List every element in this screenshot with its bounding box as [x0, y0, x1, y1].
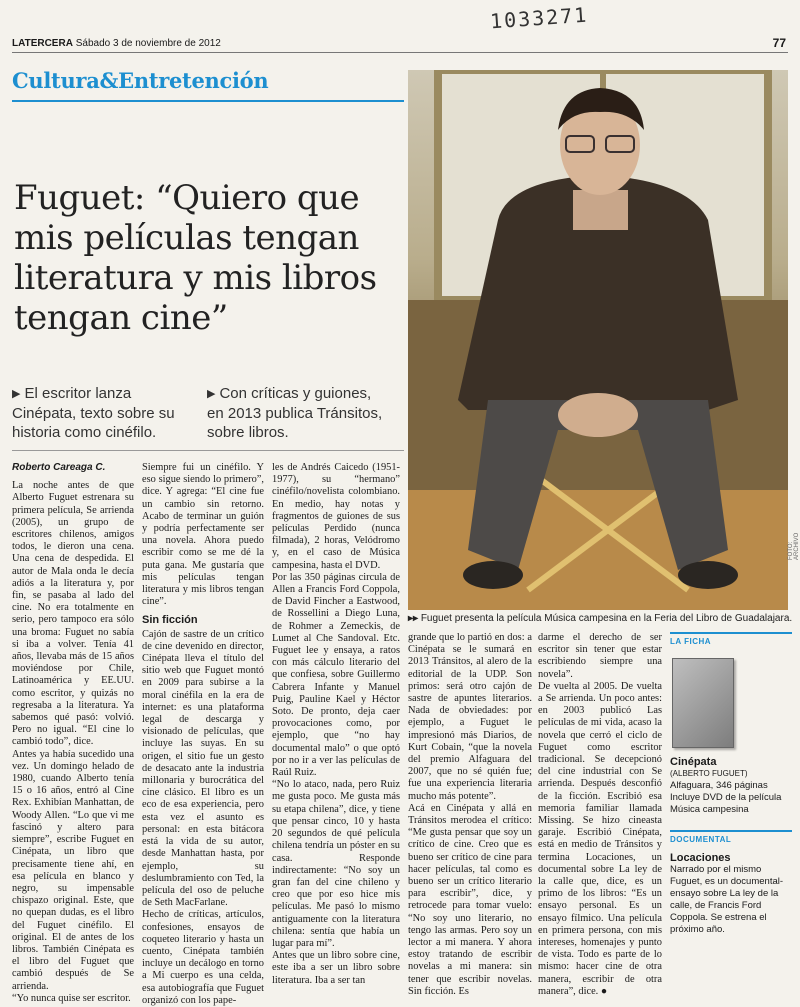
body-column-3 — [272, 462, 400, 987]
paragraph: De vuelta al 2005. De vuelta a Se arrienda. Un poco antes: en 2003 publicó Las películas de mi vida, acaso la novela que cerró el ciclo de Fuguet como escritor tradicional. Se decepcionó del cine industrial con Se arrienda. Después desconfió de la ficción. Escribió esa memoria familiar llamada Missing. Se hizo cineasta garaje. Escribió Cinépata, está en medio de Tránsitos y termina Locaciones, un documental sobre La ley de la calle que, dice, es un primo de los libros: “Es un ensayo personal. Es un ensayo fílmico. Una película en primera persona, con mis intereses, homenajes y punto de vista. Todo es parte de lo mismo: hacer cine de otra manera, escribir de otra manera”, dice. ● — [538, 680, 662, 997]
sidebar-label-documental: DOCUMENTAL — [670, 830, 792, 844]
page-number: 77 — [772, 36, 786, 50]
issue-date: Sábado 3 de noviembre de 2012 — [75, 38, 221, 49]
paragraph: “Yo nunca quise ser escritor. — [12, 992, 131, 1004]
paragraph: darme el derecho de ser escritor sin tener que estar escribiendo siempre una novela”. — [538, 632, 662, 680]
book-cover-image — [672, 658, 734, 748]
newspaper-name: LATERCERA — [12, 38, 73, 49]
documentary-title: Locaciones — [670, 852, 731, 864]
paragraph: Cajón de sastre de un crítico de cine devenido en director, Cinépata lleva el título del sitio web que Fuguet montó en 2009 para subirse a la moral cinéfila en la era de internet: es una plataforma legal de descarga y visionado de películas, que incluye las suyas. En su origen, el sitio fue un gesto de desacato ante la industria millonaria y burocrática del cine clásico. El libro es un eco de esa experiencia, pero esta vez el asunto es personal: en esta bitácora está la vida de su autor, desde Manhattan hasta, por ejemplo, su deslumbramiento con Ted, la película del oso de peluche de Seth MacFarlane. — [142, 628, 264, 909]
deck-text: Con críticas y guiones, en 2013 publica Tránsitos, sobre libros. — [207, 385, 383, 441]
deck-text: El escritor lanza Cinépata, texto sobre su historia como cinéfilo. — [12, 385, 175, 441]
archive-number: 1033271 — [489, 2, 590, 34]
subhead: Sin ficción — [142, 614, 198, 627]
photo-credit: FOTO: ARCHIVO — [788, 532, 800, 560]
paragraph: Hecho de críticas, artículos, confesiones, ensayos de coqueteo literario y hasta un cuento, Cinépata también incluye un decálogo en torno a Mi cuerpo es una celda, esa autobiografía que Fuguet organizó con los pape- — [142, 909, 264, 1006]
book-author: (ALBERTO FUGUET) — [670, 769, 748, 778]
paragraph: Siempre fui un cinéfilo. Y eso sigue siendo lo primero”, dice. Y agrega: “El cine fue un cambio sin retorno. Acabo de terminar un guión y podría perfectamente ser una novela. Ahora puedo escribir como se me dé la puta gana. Me gustaría que mis películas tengan literatura y mis libros tengan cine”. — [142, 462, 264, 608]
deck-item — [207, 384, 387, 442]
paragraph: Acá en Cinépata y allá en Tránsitos merodea el crítico: “Me gusta pensar que soy un crítico de cine. Creo que es bueno ser crítico de cine para hacer películas, tal como es bueno ser un crítico literario para escribir”, dice, y retrocede para tomar vuelo: “No soy uno literario, no tengo las armas. Pero soy un lector a mi manera. Y ahora estoy tratando de escribir novelas a mi manera: sin tener que escribir novelas. Sin ficción. Es — [408, 802, 532, 997]
masthead — [12, 38, 221, 49]
byline: Roberto Careaga C. — [12, 462, 106, 473]
section-rule — [12, 100, 404, 102]
book-title: Cinépata — [670, 756, 717, 768]
deck-rule — [12, 450, 404, 451]
book-details: Alfaguara, 346 páginas Incluye DVD de la película Música campesina — [670, 780, 782, 815]
bullet-arrow-icon: ▶ — [207, 388, 216, 400]
paragraph: grande que lo partió en dos: a Cinépata se le sumará en 2013 Tránsitos, al alero de la editorial de la UDP. Son primos: será otro cajón de sastre de apuntes literarios. Nada de obviedades: por ejemplo, a Fuguet le impresionó más Diarios, de Kurt Cobain, “que la novela del premio Alfaguara del 2007, que no sé quién fue; fue una experiencia literaria mucho más potente”. — [408, 632, 532, 802]
bullet-arrow-icon: ▶ — [12, 388, 21, 400]
body-column-2 — [142, 462, 264, 1007]
paragraph: La noche antes de que Alberto Fuguet estrenara su primera película, Se arrienda (2005), un grupo de escritores chilenos, amigos todos, le dieron una cena. Una cena de despedida. El autor de Mala onda le decía adiós a la literatura y, por fin, se pasaba al lado del cine. No era totalmente en serio, pero tampoco era sólo una broma: Fuguet no sabía si iba a volver. Tenía 41 años, llevaba más de 15 años moviéndose por Chile, Latinoamérica y EE.UU. como escritor, y quizás no regresaba a la literatura. Ya sabemos qué pasó: volvió. Pero no igual. “El cine lo cambió todo”, dice. — [12, 480, 134, 748]
paragraph: Antes ya había sucedido una vez. Un domingo helado de 1980, cuando Alberto tenía 15 o 16 años, entró al Cine Rex. Exhibían Manhattan, de Woody Allen. “Lo que vi me fascinó y altero para siempre”, escribe Fuguet en Cinépata, un libro que precisamente tiene ahí, en esa película en blanco y negro, su impensable chispazo original. Este, que no quepan dudas, es el libro del Fuguet cinéfilo. El original. El de antes de los libros. También Cinépata es el libro del Fuguet que cambió después de Se arrienda. — [12, 748, 134, 992]
body-column-4 — [408, 632, 532, 998]
paragraph: “No lo ataco, nada, pero Ruiz me gusta poco. Me gusta más su etapa chilena”, dice, y tiene que pensar cinco, 10 y hasta 20 segundos de qué película chilena tendría un póster en su casa. Responde indirectamente: “No soy un gran fan del cine chileno y creo que por eso hice mis películas. Me pasó lo mismo antiguamente con la literatura chilena: sentía que había un lugar para mí”. — [272, 779, 400, 949]
photo-caption — [408, 612, 793, 625]
deck-item — [12, 384, 192, 442]
paragraph: Antes que un libro sobre cine, este iba a ser un libro sobre literatura. Iba a ser tan — [272, 950, 400, 986]
caption-arrows-icon: ▸▸ — [408, 613, 419, 624]
documentary-details: Narrado por el mismo Fuguet, es un documental-ensayo sobre La ley de la calle, de Francis Ford Coppola. Se estrena el próximo año. — [670, 864, 784, 935]
body-column-5 — [538, 632, 662, 998]
paragraph: les de Andrés Caicedo (1951-1977), su “hermano” cinéfilo/novelista colombiano. En medio, hay notas y fragmentos de guiones de sus películas Perdido (nunca filmada), 2 horas, Velódromo y, en el caso de Música campesina, hasta el DVD. — [272, 462, 400, 571]
section-title: Cultura&Entretención — [12, 68, 269, 93]
masthead-rule — [12, 52, 788, 53]
caption-text: Fuguet presenta la película Música campesina en la Feria del Libro de Guadalajara. — [420, 613, 793, 624]
sidebar — [670, 632, 792, 936]
portrait-illustration — [408, 70, 788, 610]
paragraph: Por las 350 páginas circula de Allen a Francis Ford Coppola, de David Fincher a Eastwood, de Rossellini a Diego Luna, de Rohmer a Zemeckis, de Lumet al Che Sandoval. Etc. Fuguet lee y ensaya, a ratos con más cálculo literario del que confiesa, sobre Guillermo Cabrera Infante y Manuel Puig, Pauline Kael y Héctor Soto. De pronto, deja caer provocaciones como, por ejemplo, que “no hay documental malo” o que optó por no ir a ver las películas de Raúl Ruiz. — [272, 571, 400, 779]
portrait-photo — [408, 70, 788, 610]
headline: Fuguet: “Quiero que mis películas tengan literatura y mis libros tengan cine” — [14, 178, 377, 338]
sidebar-label-ficha: LA FICHA — [670, 632, 792, 646]
body-column-1 — [12, 462, 134, 1005]
